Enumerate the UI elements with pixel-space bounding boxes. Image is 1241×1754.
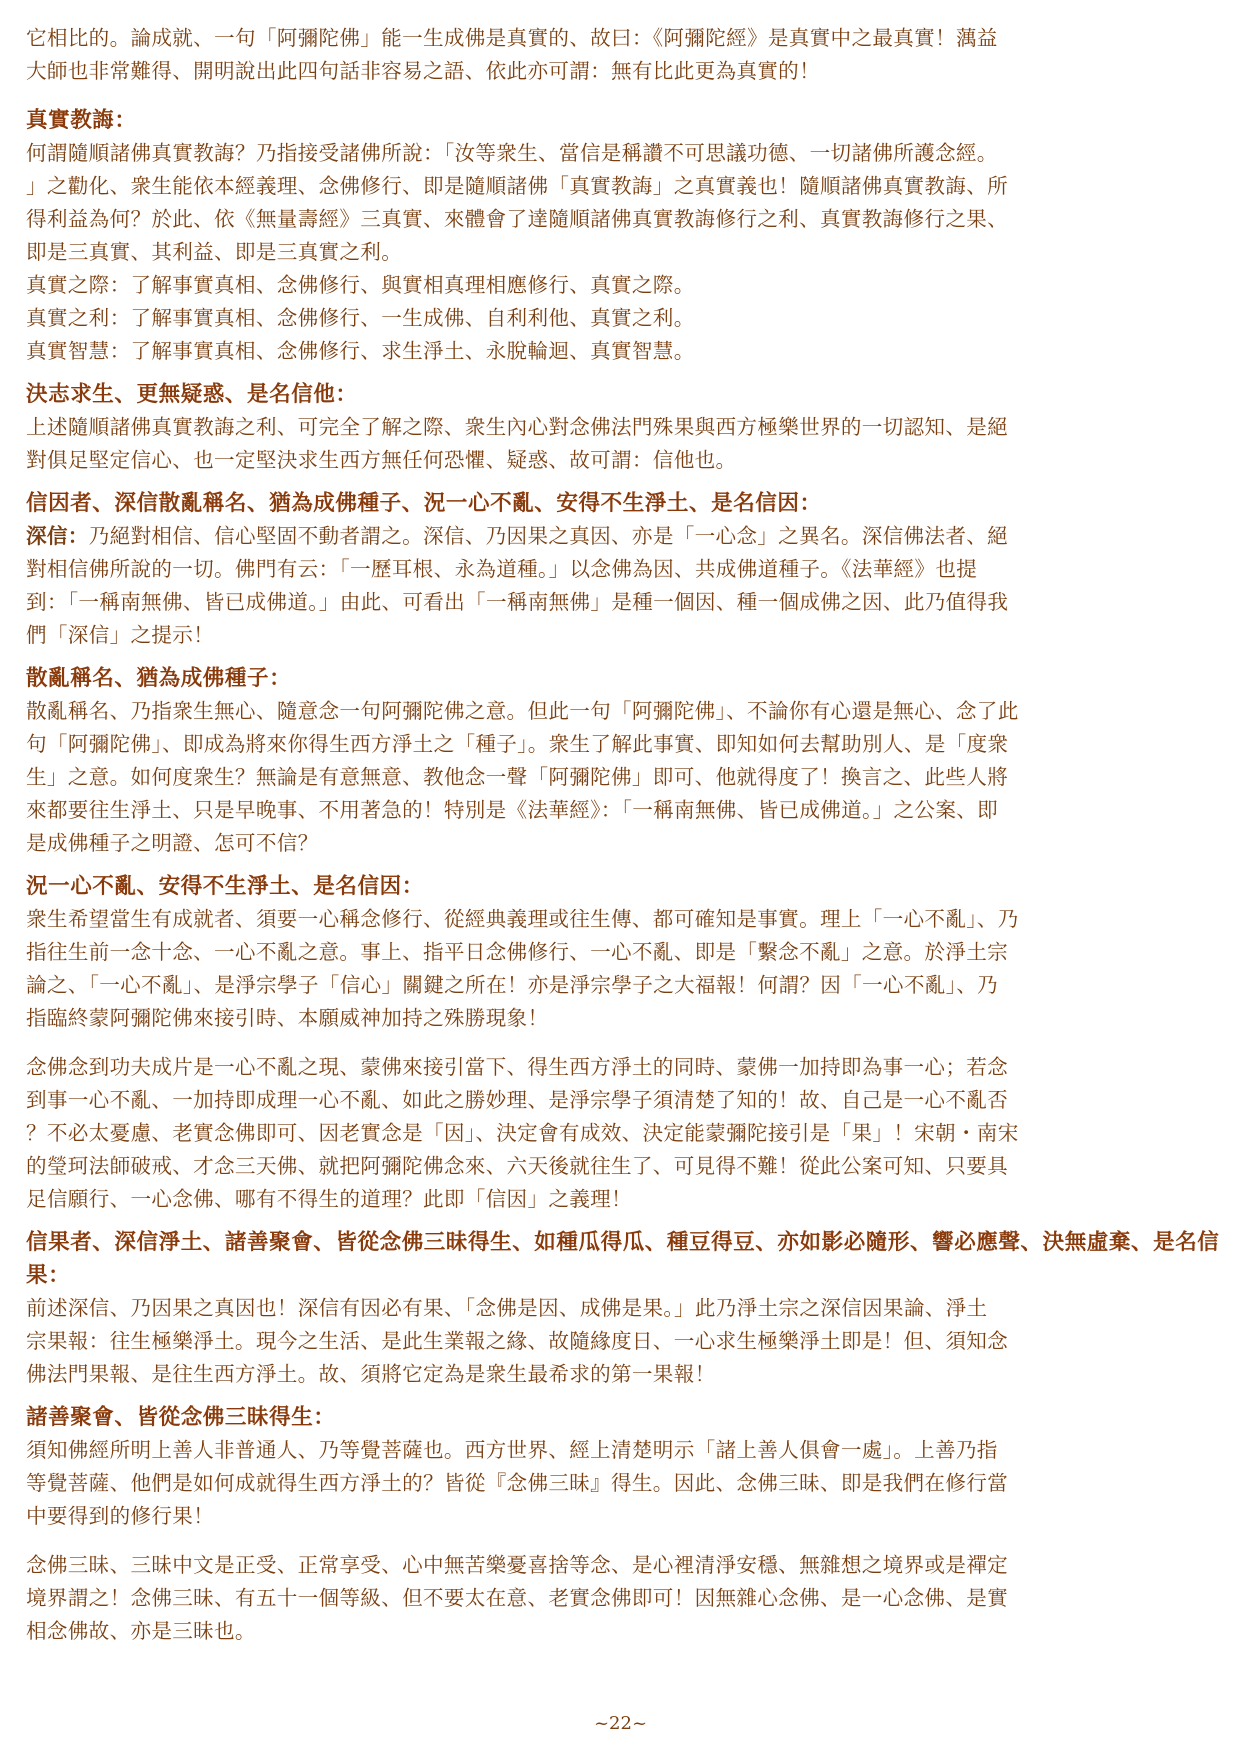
document-page bbox=[26, 22, 1222, 1648]
body-line: 」之勸化、衆生能依本經義理、念佛修行、即是隨順諸佛「真實教誨」之真實義也！隨順諸佛真實教誨、所 bbox=[26, 174, 1009, 198]
body-line: 真實智慧：了解事實真相、念佛修行、求生淨土、永脫輪迴、真實智慧。 bbox=[26, 339, 695, 363]
body-line: 境界謂之！念佛三昧、有五十一個等級、但不要太在意、老實念佛即可！因無雜心念佛、是一心念佛、是實 bbox=[26, 1586, 1009, 1610]
body-line: 須知佛經所明上善人非普通人、乃等覺菩薩也。西方世界、經上清楚明示「諸上善人俱會一處」。上善乃指 bbox=[26, 1438, 998, 1462]
section-heading: 散亂稱名、猶為成佛種子： bbox=[26, 666, 292, 691]
body-line: 念佛三昧、三昧中文是正受、正常享受、心中無苦樂憂喜捨等念、是心裡清淨安穩、無雜想之境界或是禪定 bbox=[26, 1553, 1009, 1577]
body-line: 念佛念到功夫成片是一心不亂之現、蒙佛來接引當下、得生西方淨土的同時、蒙佛一加持即為事一心；若念 bbox=[26, 1055, 1009, 1079]
body-line: 指往生前一念十念、一心不亂之意。事上、指平日念佛修行、一心不亂、即是「繫念不亂」之意。於淨土宗 bbox=[26, 940, 1009, 964]
body-line: 衆生希望當生有成就者、須要一心稱念修行、從經典義理或往生傳、都可確知是事實。理上「一心不亂」、乃 bbox=[26, 907, 1019, 931]
body-line: 足信願行、一心念佛、哪有不得生的道理？此即「信因」之義理！ bbox=[26, 1187, 632, 1211]
section-heading: 決志求生、更無疑惑、是名信他： bbox=[26, 382, 358, 407]
body-line: 對俱足堅定信心、也一定堅決求生西方無任何恐懼、疑惑、故可謂：信他也。 bbox=[26, 448, 737, 472]
section-heading: 諸善聚會、皆從念佛三昧得生： bbox=[26, 1405, 336, 1430]
body-line: 前述深信、乃因果之真因也！深信有因必有果、「念佛是因、成佛是果。」此乃淨土宗之深信因果論、淨土 bbox=[26, 1296, 988, 1320]
body-line: 真實之利：了解事實真相、念佛修行、一生成佛、自利利他、真實之利。 bbox=[26, 306, 695, 330]
lead-term: 深信： bbox=[26, 524, 89, 548]
section-heading: 信果者、深信淨土、諸善聚會、皆從念佛三昧得生、如種瓜得瓜、種豆得豆、亦如影必隨形、響必應聲、決無虛棄、是名信果： bbox=[26, 1230, 1220, 1288]
section-heading: 況一心不亂、安得不生淨土、是名信因： bbox=[26, 874, 424, 899]
body-line: 是成佛種子之明證、怎可不信？ bbox=[26, 831, 319, 855]
body-line: 散亂稱名、乃指衆生無心、隨意念一句阿彌陀佛之意。但此一句「阿彌陀佛」、不論你有心還是無心、念了此 bbox=[26, 699, 1019, 723]
body-line: 們「深信」之提示！ bbox=[26, 623, 215, 647]
body-line: 佛法門果報、是往生西方淨土。故、須將它定為是衆生最希求的第一果報！ bbox=[26, 1362, 716, 1386]
body-line: 即是三真實、其利益、即是三真實之利。 bbox=[26, 240, 403, 264]
section-heading: 信因者、深信散亂稱名、猶為成佛種子、況一心不亂、安得不生淨土、是名信因： bbox=[26, 491, 822, 516]
body-text: 乃絕對相信、信心堅固不動者謂之。深信、乃因果之真因、亦是「一心念」之異名。深信佛法者、絕 bbox=[88, 524, 1009, 548]
page-number: ~22~ bbox=[593, 1713, 648, 1734]
body-line: 相念佛故、亦是三昧也。 bbox=[26, 1619, 256, 1643]
body-line: 指臨終蒙阿彌陀佛來接引時、本願威神加持之殊勝現象！ bbox=[26, 1006, 549, 1030]
body-line: 生」之意。如何度衆生？無論是有意無意、教他念一聲「阿彌陀佛」即可、他就得度了！換言之、此些人將 bbox=[26, 765, 1009, 789]
body-line: 來都要往生淨土、只是早晚事、不用著急的！特別是《法華經》：「一稱南無佛、皆已成佛道。」之公案、即 bbox=[26, 798, 998, 822]
body-line: 等覺菩薩、他們是如何成就得生西方淨土的？皆從『念佛三昧』得生。因此、念佛三昧、即是我們在修行當 bbox=[26, 1471, 1009, 1495]
body-line: 論之、「一心不亂」、是淨宗學子「信心」關鍵之所在！亦是淨宗學子之大福報！何謂？因「一心不亂」、乃 bbox=[26, 973, 998, 997]
body-line: 何謂隨順諸佛真實教誨？乃指接受諸佛所說：「汝等衆生、當信是稱讚不可思議功德、一切諸佛所護念經。 bbox=[26, 141, 998, 165]
body-line: 句「阿彌陀佛」、即成為將來你得生西方淨土之「種子」。衆生了解此事實、即知如何去幫助別人、是「度衆 bbox=[26, 732, 1009, 756]
intro-line: 大師也非常難得、開明說出此四句話非容易之語、依此亦可謂：無有比此更為真實的！ bbox=[26, 59, 820, 83]
body-line: 宗果報：往生極樂淨土。現今之生活、是此生業報之緣、故隨緣度日、一心求生極樂淨土即是！但、須知念 bbox=[26, 1329, 1009, 1353]
body-line: 到：「一稱南無佛、皆已成佛道。」由此、可看出「一稱南無佛」是種一個因、種一個成佛之因、此乃值得我 bbox=[26, 590, 1009, 614]
body-line: 中要得到的修行果！ bbox=[26, 1504, 215, 1528]
intro-line: 它相比的。論成就、一句「阿彌陀佛」能一生成佛是真實的、故曰：《阿彌陀經》是真實中之最真實！蕅益 bbox=[26, 26, 998, 50]
body-line: 得利益為何？於此、依《無量壽經》三真實、來體會了達隨順諸佛真實教誨修行之利、真實教誨修行之果、 bbox=[26, 207, 1009, 231]
body-line: 真實之際：了解事實真相、念佛修行、與實相真理相應修行、真實之際。 bbox=[26, 273, 695, 297]
body-line: ？不必太憂慮、老實念佛即可、因老實念是「因」、決定會有成效、決定能蒙彌陀接引是「果」！宋朝・南宋 bbox=[26, 1121, 1019, 1145]
body-line: 的瑩珂法師破戒、才念三天佛、就把阿彌陀佛念來、六天後就往生了、可見得不難！從此公案可知、只要具 bbox=[26, 1154, 1009, 1178]
body-line: 到事一心不亂、一加持即成理一心不亂、如此之勝妙理、是淨宗學子須清楚了知的！故、自己是一心不亂否 bbox=[26, 1088, 1009, 1112]
body-line: 對相信佛所說的一切。佛門有云：「一歷耳根、永為道種。」以念佛為因、共成佛道種子。《法華經》也提 bbox=[26, 557, 978, 581]
body-line: 上述隨順諸佛真實教誨之利、可完全了解之際、衆生內心對念佛法門殊果與西方極樂世界的一切認知、是絕 bbox=[26, 415, 1009, 439]
section-heading: 真實教誨： bbox=[26, 108, 137, 133]
body-line bbox=[26, 520, 1222, 553]
